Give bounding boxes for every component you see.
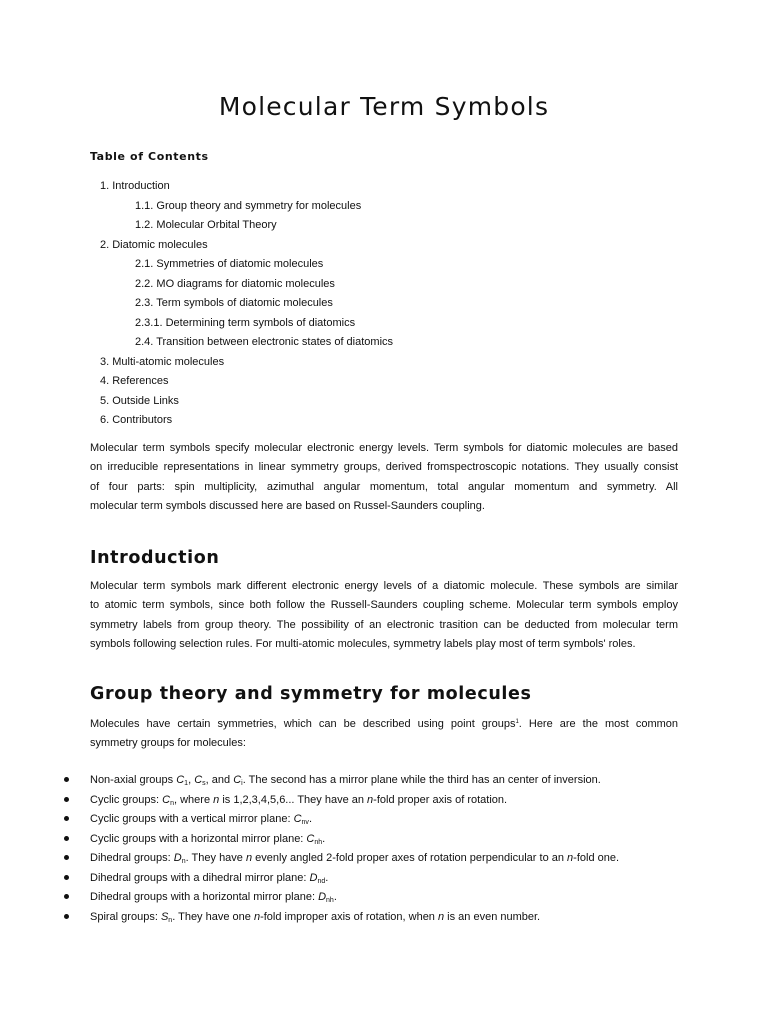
list-item bbox=[0, 889, 768, 908]
paragraph-line: symbols following selection rules. For multi-atomic molecules, symmetry labels play most of term symbols' roles. bbox=[90, 638, 636, 651]
introduction-paragraph bbox=[90, 577, 678, 655]
toc-link-introduction[interactable]: 1. Introduction bbox=[100, 180, 170, 192]
section-heading-introduction: Introduction bbox=[90, 548, 220, 568]
paragraph-line: symmetry labels from group theory. The possibility of an electronic trasition can be deducted from molecular term bbox=[90, 618, 678, 631]
page-title: Molecular Term Symbols bbox=[218, 92, 550, 121]
toc-link-term-symbols-diatomic[interactable]: 2.3. Term symbols of diatomic molecules bbox=[135, 297, 333, 309]
toc-link-multi-atomic[interactable]: 3. Multi-atomic molecules bbox=[100, 355, 225, 368]
toc-link-mo-diagrams[interactable]: 2.2. MO diagrams for diatomic molecules bbox=[135, 277, 335, 290]
toc-link-transition-states[interactable]: 2.4. Transition between electronic states of diatomics bbox=[135, 336, 394, 348]
list-item bbox=[0, 909, 768, 928]
list-item-text: Cyclic groups with a horizontal mirror plane: $C_{nh}$. bbox=[90, 832, 326, 846]
list-item-text: Cyclic groups: $C_n$, where n is 1,2,3,4,5,6... They have an n-fold proper axis of rotation. bbox=[90, 793, 508, 807]
intro-paragraph bbox=[90, 439, 678, 517]
list-item bbox=[0, 870, 768, 889]
toc-link-references[interactable]: 4. References bbox=[100, 375, 169, 387]
bullet-icon bbox=[64, 914, 69, 919]
paragraph-line: symmetry groups for molecules: bbox=[90, 737, 246, 750]
list-item bbox=[0, 792, 768, 811]
toc-link-determining-term-symbols[interactable]: 2.3.1. Determining term symbols of diatomics bbox=[135, 316, 356, 329]
list-item-text: Cyclic groups with a vertical mirror plane: $C_{nv}$. bbox=[90, 813, 312, 826]
toc-link-diatomic[interactable]: 2. Diatomic molecules bbox=[100, 238, 208, 251]
list-item-text: Spiral groups: $S_n$. They have one n-fold improper axis of rotation, when n is an even number. bbox=[90, 910, 541, 924]
paragraph-line: on irreducible representations in linear symmetry groups, derived fromspectroscopic notations. They usually consist bbox=[90, 461, 678, 474]
text-run: Molecules have certain symmetries, which can be described using point groups bbox=[90, 718, 516, 730]
list-item-text: Dihedral groups with a horizontal mirror plane: $D_{nh}$. bbox=[90, 891, 337, 904]
toc-link-outside-links[interactable]: 5. Outside Links bbox=[100, 394, 179, 407]
toc-link-symmetries-diatomic[interactable]: 2.1. Symmetries of diatomic molecules bbox=[135, 258, 324, 270]
group-theory-paragraph bbox=[90, 713, 678, 754]
text-run: . Here are the most common bbox=[518, 718, 678, 730]
paragraph-line: Molecular term symbols mark different electronic energy levels of a diatomic molecule. These symbols are similar bbox=[90, 580, 678, 592]
paragraph-line: Molecular term symbols specify molecular electronic energy levels. Term symbols for diatomic molecules are based bbox=[90, 442, 678, 454]
bullet-icon bbox=[64, 836, 69, 841]
toc-link-contributors[interactable]: 6. Contributors bbox=[100, 414, 173, 426]
paragraph-line bbox=[90, 713, 678, 734]
list-item-text: Dihedral groups with a dihedral mirror plane: $D_{nd}$. bbox=[90, 871, 329, 885]
bullet-icon bbox=[64, 855, 69, 860]
reference-link[interactable]: 1 bbox=[515, 719, 519, 725]
paragraph-line: of four parts: spin multiplicity, azimuthal angular momentum, total angular momentum and symmetry. All bbox=[90, 480, 678, 493]
list-item-text: Non-axial groups $C_1$, $C_s$, and $C_i$. The second has a mirror plane while the third has an center of inversion. bbox=[90, 774, 601, 787]
section-heading-group-theory: Group theory and symmetry for molecules bbox=[90, 684, 532, 704]
toc-link-mo-theory[interactable]: 1.2. Molecular Orbital Theory bbox=[135, 219, 277, 231]
toc-heading: Table of Contents bbox=[90, 150, 209, 163]
paragraph-line: molecular term symbols discussed here are based on Russel-Saunders coupling. bbox=[90, 500, 485, 513]
bullet-icon bbox=[64, 777, 69, 782]
list-item bbox=[0, 772, 768, 791]
list-item bbox=[0, 831, 768, 850]
list-item bbox=[0, 850, 768, 869]
bullet-icon bbox=[64, 875, 69, 880]
bullet-icon bbox=[64, 816, 69, 821]
list-item-text: Dihedral groups: $D_n$. They have n evenly angled 2-fold proper axes of rotation perpendicular to an n-fold one. bbox=[90, 852, 620, 865]
bullet-icon bbox=[64, 797, 69, 802]
bullet-icon bbox=[64, 894, 69, 899]
paragraph-line: to atomic term symbols, since both follow the Russell-Saunders coupling scheme. Molecular term symbols employ bbox=[90, 599, 678, 612]
list-item bbox=[0, 811, 768, 830]
toc-link-group-theory[interactable]: 1.1. Group theory and symmetry for molecules bbox=[135, 199, 362, 212]
